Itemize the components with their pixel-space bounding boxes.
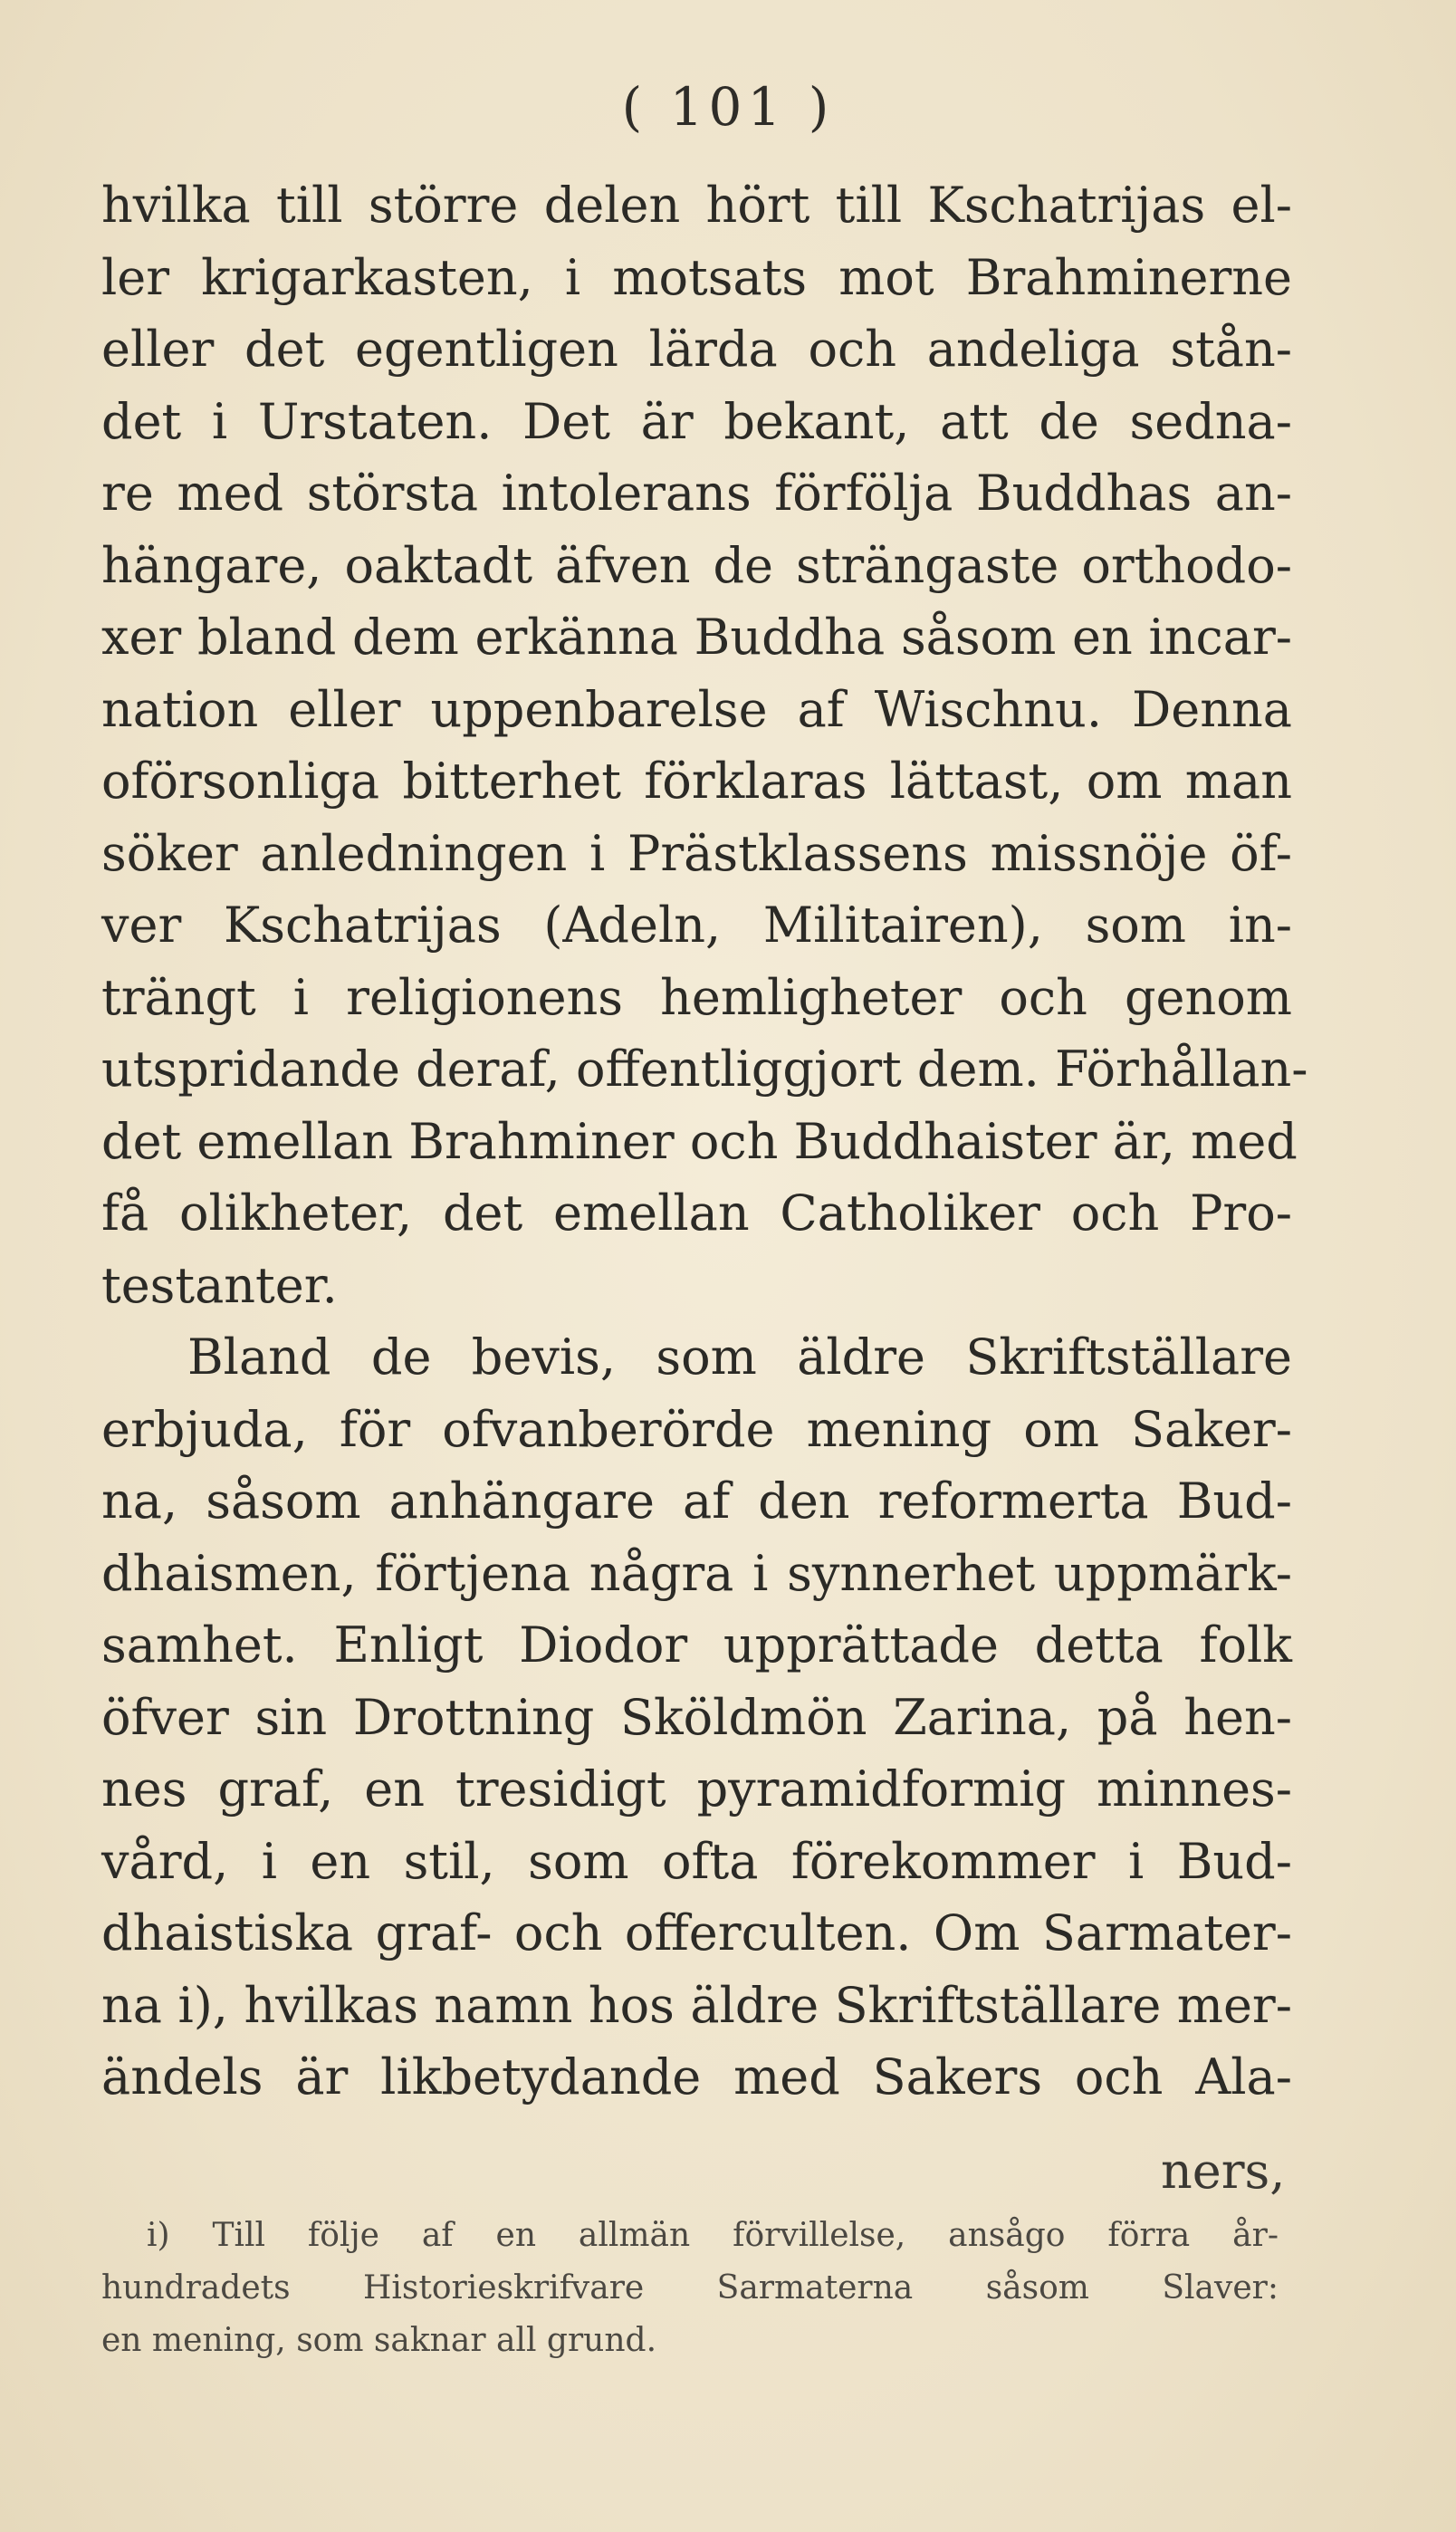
- text-line: dhaismen, förtjena några i synnerhet uppmärk-: [101, 1544, 1292, 1602]
- text-line: det i Urstaten. Det är bekant, att de sedna-: [101, 392, 1292, 450]
- text-line: Bland de bevis, som äldre Skriftställare: [187, 1328, 1292, 1386]
- text-line: vård, i en stil, som ofta förekommer i Bud-: [101, 1832, 1292, 1890]
- text-line: na i), hvilkas namn hos äldre Skriftställare mer-: [101, 1976, 1292, 2034]
- text-line: det emellan Brahminer och Buddhaister är, med: [101, 1112, 1298, 1170]
- text-line: xer bland dem erkänna Buddha såsom en incar-: [101, 609, 1292, 666]
- text-line: söker anledningen i Prästklassens missnöje öf-: [101, 824, 1292, 882]
- text-line: få olikheter, det emellan Catholiker och Pro-: [101, 1184, 1292, 1242]
- text-line: dhaistiska graf- och offerculten. Om Sarmater-: [101, 1904, 1292, 1961]
- text-line: trängt i religionens hemligheter och genom: [101, 968, 1292, 1026]
- body-text: [101, 169, 1308, 2114]
- text-line: nes graf, en tresidigt pyramidformig minnes-: [101, 1760, 1292, 1817]
- text-line: öfver sin Drottning Sköldmön Zarina, på hen-: [101, 1688, 1292, 1746]
- footnote-line: en mening, som saknar all grund.: [101, 2322, 657, 2359]
- text-line: eller det egentligen lärda och andeliga stån-: [101, 321, 1292, 378]
- catchword: ners,: [1161, 2143, 1286, 2200]
- text-line: re med största intolerans förfölja Buddhas an-: [101, 465, 1292, 522]
- text-line: oförsonliga bitterhet förklaras lättast, om man: [101, 753, 1292, 810]
- footnote-line: hundradets Historieskrifvare Sarmaterna såsom Slaver:: [101, 2269, 1279, 2307]
- text-line: ändels är likbetydande med Sakers och Ala-: [101, 2048, 1292, 2105]
- page-number: ( 101 ): [621, 76, 835, 138]
- footnote: [101, 2210, 1279, 2367]
- text-line: ver Kschatrijas (Adeln, Militairen), som in-: [101, 897, 1292, 954]
- text-line: testanter.: [101, 1256, 338, 1314]
- text-line: ler krigarkasten, i motsats mot Brahminerne: [101, 248, 1292, 306]
- text-line: hvilka till större delen hört till Kschatrijas el-: [101, 177, 1292, 234]
- text-line: utspridande deraf, offentliggjort dem. Förhållan-: [101, 1041, 1308, 1098]
- text-line: samhet. Enligt Diodor upprättade detta folk: [101, 1616, 1292, 1674]
- text-line: hängare, oaktadt äfven de strängaste orthodo-: [101, 536, 1292, 594]
- text-line: erbjuda, för ofvanberörde mening om Saker-: [101, 1400, 1292, 1458]
- footnote-line: i) Till följe af en allmän förvillelse, ansågo förra år-: [147, 2217, 1279, 2254]
- text-line: na, såsom anhängare af den reformerta Bud-: [101, 1472, 1292, 1530]
- text-line: nation eller uppenbarelse af Wischnu. Denna: [101, 680, 1292, 738]
